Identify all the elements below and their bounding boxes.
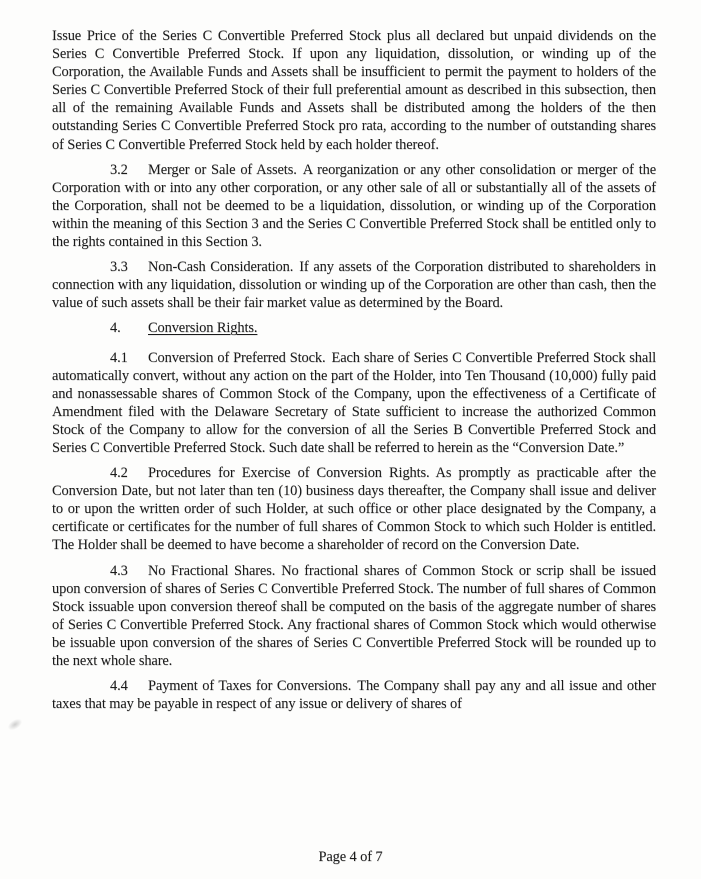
section-number: 3.2: [110, 161, 128, 178]
scan-smudge-artifact: [6, 716, 24, 732]
section-number: 4.: [110, 320, 121, 337]
section-heading: Non-Cash Consideration.: [148, 259, 294, 276]
section-number: 4.3: [110, 562, 128, 579]
section-body: If any assets of the Corporation distributed to shareholders in connection with any liquidation, dissolution or winding up of the Corporation are other than cash, then the value of such assets shall be their fair market value as determined by the Board.: [52, 259, 656, 312]
section-body: No fractional shares of Common Stock or scrip shall be issued upon conversion of shares of Series C Convertible Preferred Stock. The number of full shares of Common Stock issuable upon conversion thereof shall be computed on the basis of the aggregate number of shares of Series C Convertible Preferred Stock. Any fractional shares of Common Stock which would otherwise be issuable upon conversion of the shares of Series C Convertible Preferred Stock will be rounded up to the next whole share.: [52, 562, 656, 669]
continuation-paragraph: Issue Price of the Series C Convertible Preferred Stock plus all declared but unpaid dividends on the Series C Convertible Preferred Stock. If upon any liquidation, dissolution, or winding up of the Corporation, the Available Funds and Assets shall be insufficient to permit the payment to holders of the Series C Convertible Preferred Stock of their full preferential amount as described in this subsection, then all of the remaining Available Funds and Assets shall be distributed among the holders of the then outstanding Series C Convertible Preferred Stock pro rata, according to the number of outstanding shares of Series C Convertible Preferred Stock held by each holder thereof.: [52, 28, 656, 153]
section-4-3: [52, 562, 656, 671]
section-number: 3.3: [110, 259, 128, 276]
section-body: Each share of Series C Convertible Preferred Stock shall automatically convert, without any action on the part of the Holder, into Ten Thousand (10,000) fully paid and nonassessable shares of Common Stock of the Company, upon the effectiveness of a Certificate of Amendment filed with the Delaware Secretary of State sufficient to increase the authorized Common Stock of the Company to allow for the conversion of all the Series B Convertible Preferred Stock and Series C Convertible Preferred Stock. Such date shall be referred to herein as the “Conversion Date.”: [52, 349, 656, 456]
section-heading: Conversion Rights.: [148, 320, 258, 337]
section-heading: Conversion of Preferred Stock.: [148, 349, 326, 366]
section-heading: Merger or Sale of Assets.: [148, 161, 297, 178]
section-4-4: [52, 677, 656, 713]
section-body: The Company shall pay any and all issue and other taxes that may be payable in respect of any issue or delivery of shares of: [52, 678, 656, 713]
section-body: As promptly as practicable after the Conversion Date, but not later than ten (10) business days thereafter, the Company shall issue and deliver to or upon the written order of such Holder, at such office or other place designated by the Company, a certificate or certificates for the number of full shares of Common Stock to which such Holder is entitled. The Holder shall be deemed to have become a shareholder of record on the Conversion Date.: [52, 465, 656, 554]
section-3-2: [52, 161, 656, 251]
section-4-title: [52, 319, 656, 337]
section-4-1: [52, 349, 656, 458]
section-3-3: [52, 258, 656, 312]
section-number: 4.1: [110, 349, 128, 366]
section-heading: No Fractional Shares.: [148, 562, 276, 579]
section-4-2: [52, 464, 656, 554]
page-number-footer: Page 4 of 7: [318, 848, 383, 865]
section-heading: Payment of Taxes for Conversions.: [148, 678, 352, 695]
section-number: 4.2: [110, 465, 128, 482]
section-heading: Procedures for Exercise of Conversion Rights.: [148, 465, 430, 482]
section-number: 4.4: [110, 678, 128, 695]
section-body: A reorganization or any other consolidation or merger of the Corporation with or into any other corporation, or any other sale of all or substantially all of the assets of the Corporation, shall not be deemed to be a liquidation, dissolution, or winding up of the Corporation within the meaning of this Section 3 and the Series C Convertible Preferred Stock shall be entitled only to the rights contained in this Section 3.: [52, 161, 656, 251]
